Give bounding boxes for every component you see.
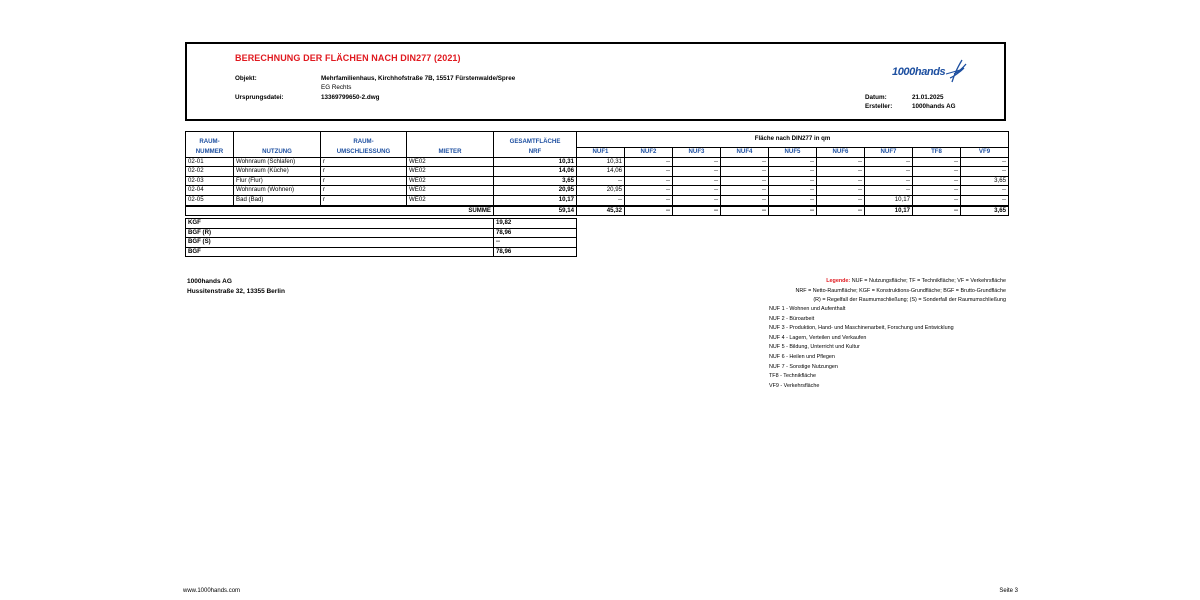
summary-value: 78,96 (494, 247, 577, 257)
col-mieter-spacer (407, 132, 494, 148)
legend-line-2: NRF = Netto-Raumfläche; KGF = Konstruktions-Grundfläche; BGF = Brutto-Grundfläche (795, 287, 1006, 294)
cell-nrf: 10,31 (494, 157, 577, 167)
summe-vf9: 3,65 (961, 206, 1009, 216)
cell-nuf5: -- (769, 157, 817, 167)
cell-nuf1: 20,95 (577, 186, 625, 196)
summe-nuf7: 10,17 (865, 206, 913, 216)
col-gesamt-1: GESAMTFLÄCHE (494, 132, 577, 148)
cell-nuf4: -- (721, 195, 769, 205)
summary-value: -- (494, 238, 577, 248)
col-mieter: MIETER (407, 148, 494, 158)
legend-item: NUF 3 - Produktion, Hand- und Maschinenarbeit, Forschung und Entwicklung (769, 325, 954, 332)
cell-nrf: 20,95 (494, 186, 577, 196)
cell-nr: 02-03 (186, 176, 234, 186)
col-nuf7: NUF7 (865, 148, 913, 158)
cell-nuf2: -- (625, 195, 673, 205)
col-nuf3: NUF3 (673, 148, 721, 158)
cell-nuf1: -- (577, 176, 625, 186)
ersteller-value: 1000hands AG (912, 103, 956, 110)
legend-item: NUF 7 - Sonstige Nutzungen (769, 363, 838, 370)
company-name: 1000hands AG (187, 278, 232, 285)
cell-nr: 02-01 (186, 157, 234, 167)
ursprung-label: Ursprungsdatei: (235, 94, 284, 101)
summary-row (186, 247, 577, 257)
objekt-label: Objekt: (235, 75, 257, 82)
table-row (186, 176, 1009, 186)
cell-mieter: WE02 (407, 195, 494, 205)
legend-item: NUF 2 - Büroarbeit (769, 315, 815, 322)
datum-value: 21.01.2025 (912, 94, 944, 101)
cell-nuf6: -- (817, 195, 865, 205)
cell-nuf7: -- (865, 157, 913, 167)
cell-nr: 02-02 (186, 167, 234, 177)
cell-nuf1: 10,31 (577, 157, 625, 167)
legend-item: VF9 - Verkehrsfläche (769, 382, 820, 389)
summary-table (185, 218, 577, 257)
cell-tf8: -- (913, 176, 961, 186)
col-nuf5: NUF5 (769, 148, 817, 158)
col-tf8: TF8 (913, 148, 961, 158)
col-raumum-1: RAUM- (321, 132, 407, 148)
summary-label: KGF (186, 219, 494, 229)
cell-nutzung: Wohnraum (Wohnen) (234, 186, 321, 196)
table-row (186, 186, 1009, 196)
cell-nuf6: -- (817, 157, 865, 167)
cell-nuf4: -- (721, 157, 769, 167)
legend-item: NUF 6 - Heilen und Pflegen (769, 353, 835, 360)
cell-tf8: -- (913, 167, 961, 177)
objekt-value: Mehrfamilienhaus, Kirchhofstraße 7B, 15517 Fürstenwalde/Spree (321, 75, 516, 82)
col-raum-1: RAUM- (186, 132, 234, 148)
summe-tf8: -- (913, 206, 961, 216)
summe-nuf1: 45,32 (577, 206, 625, 216)
cell-nuf6: -- (817, 176, 865, 186)
cell-nr: 02-05 (186, 195, 234, 205)
area-table (185, 131, 1009, 216)
cell-vf9: -- (961, 167, 1009, 177)
ersteller-label: Ersteller: (865, 103, 893, 110)
col-gesamt-2: NRF (494, 148, 577, 158)
summe-nuf6: -- (817, 206, 865, 216)
cell-tf8: -- (913, 195, 961, 205)
cell-nuf5: -- (769, 186, 817, 196)
cell-nutzung: Bad (Bad) (234, 195, 321, 205)
cell-nuf3: -- (673, 186, 721, 196)
cell-nuf7: -- (865, 186, 913, 196)
cell-nuf1: -- (577, 195, 625, 205)
cell-vf9: -- (961, 186, 1009, 196)
footer-page: Seite 3 (999, 588, 1018, 594)
legend-item: NUF 4 - Lagern, Verteilen und Verkaufen (769, 334, 867, 341)
logo-text: 1000hands (892, 66, 946, 78)
cell-nrf: 14,06 (494, 167, 577, 177)
cell-nuf4: -- (721, 167, 769, 177)
cell-nuf2: -- (625, 167, 673, 177)
cell-nuf3: -- (673, 176, 721, 186)
summary-value: 19,82 (494, 219, 577, 229)
company-logo (890, 56, 970, 86)
cell-ru: r (321, 195, 407, 205)
cell-nuf7: 10,17 (865, 195, 913, 205)
cell-ru: r (321, 186, 407, 196)
col-nuf4: NUF4 (721, 148, 769, 158)
cell-nrf: 10,17 (494, 195, 577, 205)
footer-website[interactable]: www.1000hands.com (183, 588, 241, 594)
cell-nuf6: -- (817, 186, 865, 196)
cell-mieter: WE02 (407, 157, 494, 167)
cell-nuf2: -- (625, 157, 673, 167)
summe-nuf5: -- (769, 206, 817, 216)
cell-mieter: WE02 (407, 186, 494, 196)
hand-icon (890, 56, 970, 86)
cell-nuf3: -- (673, 167, 721, 177)
cell-nuf2: -- (625, 176, 673, 186)
summary-value: 78,96 (494, 228, 577, 238)
summary-row (186, 228, 577, 238)
col-nuf6: NUF6 (817, 148, 865, 158)
col-raum-2: NUMMER (186, 148, 234, 158)
ursprung-value: 13369799650-2.dwg (321, 94, 380, 101)
summe-nuf3: -- (673, 206, 721, 216)
cell-vf9: -- (961, 157, 1009, 167)
table-row (186, 195, 1009, 205)
cell-tf8: -- (913, 186, 961, 196)
cell-nutzung: Wohnraum (Küche) (234, 167, 321, 177)
cell-nuf1: 14,06 (577, 167, 625, 177)
legend-item: NUF 1 - Wohnen und Aufenthalt (769, 306, 846, 312)
col-nuf2: NUF2 (625, 148, 673, 158)
cell-ru: r (321, 176, 407, 186)
cell-nr: 02-04 (186, 186, 234, 196)
summe-nuf2: -- (625, 206, 673, 216)
cell-nuf4: -- (721, 176, 769, 186)
legend-line-3: (R) = Regelfall der Raumumschließung; (S) = Sonderfall der Raumumschließung (813, 297, 1006, 304)
legend-header (796, 277, 1006, 306)
cell-tf8: -- (913, 157, 961, 167)
col-nuf1: NUF1 (577, 148, 625, 158)
cell-nuf3: -- (673, 195, 721, 205)
group-header: Fläche nach DIN277 in qm (577, 132, 1009, 148)
legend-item: TF8 - Technikfläche (769, 373, 816, 380)
summe-row (186, 206, 1009, 216)
col-nutzung: NUTZUNG (234, 148, 321, 158)
cell-nrf: 3,65 (494, 176, 577, 186)
objekt-sub: EG Rechts (321, 84, 352, 91)
summe-label: SUMME (186, 206, 494, 216)
cell-mieter: WE02 (407, 176, 494, 186)
cell-vf9: 3,65 (961, 176, 1009, 186)
legend-list (769, 305, 954, 391)
cell-nuf6: -- (817, 167, 865, 177)
cell-mieter: WE02 (407, 167, 494, 177)
cell-nuf7: -- (865, 167, 913, 177)
cell-nuf2: -- (625, 186, 673, 196)
summary-label: BGF (R) (186, 228, 494, 238)
col-nutzung-spacer (234, 132, 321, 148)
legend-line-1 (796, 277, 1006, 287)
cell-nutzung: Wohnraum (Schlafen) (234, 157, 321, 167)
cell-vf9: -- (961, 195, 1009, 205)
cell-nuf5: -- (769, 167, 817, 177)
cell-ru: r (321, 167, 407, 177)
cell-nuf5: -- (769, 176, 817, 186)
cell-nuf3: -- (673, 157, 721, 167)
summe-nuf4: -- (721, 206, 769, 216)
cell-nutzung: Flur (Flur) (234, 176, 321, 186)
table-row (186, 157, 1009, 167)
legend-text-1: NUF = Nutzungsfläche; TF = Technikfläche; VF = Verkehrsfläche (851, 278, 1006, 284)
datum-label: Datum: (865, 94, 887, 101)
summary-row (186, 238, 577, 248)
col-raumum-2: UMSCHLIESSUNG (321, 148, 407, 158)
legend-item: NUF 5 - Bildung, Unterricht und Kultur (769, 344, 860, 351)
table-row (186, 167, 1009, 177)
summary-label: BGF (S) (186, 238, 494, 248)
summe-nrf: 59,14 (494, 206, 577, 216)
cell-nuf7: -- (865, 176, 913, 186)
summary-label: BGF (186, 247, 494, 257)
legend-title: Legende: (826, 278, 851, 284)
page-title: BERECHNUNG DER FLÄCHEN NACH DIN277 (2021) (235, 53, 461, 63)
col-vf9: VF9 (961, 148, 1009, 158)
cell-ru: r (321, 157, 407, 167)
company-address: Hussitenstraße 32, 13355 Berlin (187, 288, 285, 295)
summary-row (186, 219, 577, 229)
cell-nuf5: -- (769, 195, 817, 205)
cell-nuf4: -- (721, 186, 769, 196)
